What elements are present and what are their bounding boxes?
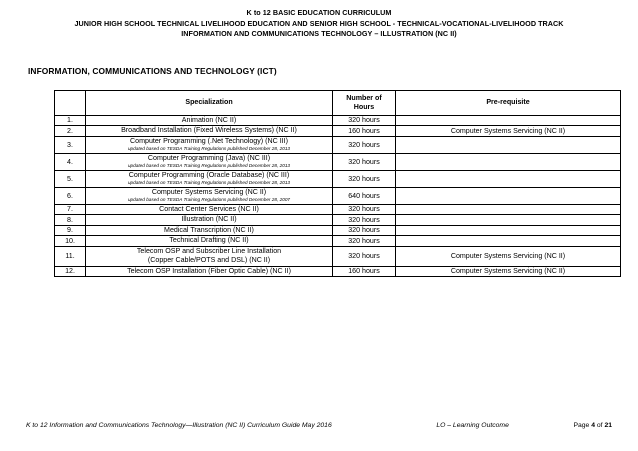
page-footer <box>26 422 612 429</box>
row-prerequisite: Computer Systems Servicing (NC II) <box>396 126 621 137</box>
row-number: 11. <box>55 246 86 266</box>
footer-page-total: 21 <box>604 422 612 429</box>
row-specialization-note: updated based on TESDA Training Regulations published December 28, 2013 <box>127 180 291 185</box>
row-hours: 160 hours <box>333 266 396 277</box>
row-specialization <box>86 204 333 215</box>
row-prerequisite <box>396 136 621 153</box>
row-number: 7. <box>55 204 86 215</box>
column-header-specialization: Specialization <box>86 90 333 115</box>
row-number: 8. <box>55 215 86 226</box>
row-number: 10. <box>55 236 86 247</box>
row-hours: 320 hours <box>333 215 396 226</box>
column-header-hours-line1: Number of <box>346 93 382 102</box>
row-prerequisite <box>396 225 621 236</box>
row-specialization-text-2: (Copper Cable/POTS and DSL) (NC II) <box>147 256 271 264</box>
row-specialization-text: Medical Transcription (NC II) <box>164 225 254 234</box>
row-prerequisite <box>396 170 621 187</box>
row-specialization-text: Technical Drafting (NC II) <box>169 236 249 244</box>
specialization-table <box>54 90 621 278</box>
row-specialization <box>86 215 333 226</box>
section-title: INFORMATION, COMMUNICATIONS AND TECHNOLOGY (ICT) <box>28 65 277 76</box>
row-specialization-text: Contact Center Services (NC II) <box>159 204 259 213</box>
row-hours: 320 hours <box>333 153 396 170</box>
row-hours: 320 hours <box>333 225 396 236</box>
row-prerequisite: Computer Systems Servicing (NC II) <box>396 246 621 266</box>
row-number: 4. <box>55 153 86 170</box>
row-specialization-text: Telecom OSP and Subscriber Line Installation <box>136 246 282 255</box>
column-header-prerequisite: Pre-requisite <box>396 90 621 115</box>
table-header-row <box>55 90 621 115</box>
table-row <box>55 170 621 187</box>
header-line-3: INFORMATION AND COMMUNICATIONS TECHNOLOGY – ILLUSTRATION (NC II) <box>181 29 457 38</box>
row-specialization-note: updated based on TESDA Training Regulations published December 28, 2013 <box>127 163 291 168</box>
row-number: 2. <box>55 126 86 137</box>
table-row <box>55 266 621 277</box>
column-header-hours-line2: Hours <box>353 102 375 111</box>
footer-page-current: 4 <box>591 422 595 429</box>
header-line-2: JUNIOR HIGH SCHOOL TECHNICAL LIVELIHOOD EDUCATION AND SENIOR HIGH SCHOOL - TECHNICAL-VOCATIONAL-LIVELIHOOD TRACK <box>74 18 564 28</box>
row-specialization-text: Computer Programming (Java) (NC III) <box>147 153 271 162</box>
row-specialization <box>86 115 333 126</box>
table-row <box>55 215 621 226</box>
row-specialization-text: Computer Systems Servicing (NC II) <box>151 187 267 196</box>
row-number: 12. <box>55 266 86 277</box>
row-hours: 320 hours <box>333 246 396 266</box>
row-specialization <box>86 236 333 247</box>
row-specialization-text: Illustration (NC II) <box>181 215 237 223</box>
header-line-1: K to 12 BASIC EDUCATION CURRICULUM <box>246 8 392 17</box>
row-number: 3. <box>55 136 86 153</box>
document-header <box>26 8 612 40</box>
row-hours: 320 hours <box>333 170 396 187</box>
row-specialization <box>86 266 333 277</box>
row-specialization-note: updated based on TESDA Training Regulations published December 28, 2013 <box>127 146 291 151</box>
row-hours: 320 hours <box>333 236 396 247</box>
table-row <box>55 187 621 204</box>
column-header-number <box>55 90 86 115</box>
table-row <box>55 225 621 236</box>
row-hours: 160 hours <box>333 126 396 137</box>
row-specialization-text: Animation (NC II) <box>181 115 237 124</box>
row-specialization-text: Computer Programming (.Net Technology) (NC III) <box>130 136 288 145</box>
row-prerequisite <box>396 204 621 215</box>
table-row <box>55 246 621 266</box>
table-row <box>55 204 621 215</box>
footer-page-prefix: Page <box>573 422 592 429</box>
row-hours: 640 hours <box>333 187 396 204</box>
table-body <box>55 115 621 277</box>
table-row <box>55 115 621 126</box>
column-header-hours <box>333 90 396 115</box>
row-prerequisite: Computer Systems Servicing (NC II) <box>396 266 621 277</box>
row-specialization <box>86 225 333 236</box>
row-number: 9. <box>55 225 86 236</box>
table-header <box>55 90 621 115</box>
row-specialization-text: Computer Programming (Oracle Database) (NC III) <box>128 170 290 179</box>
row-specialization-text: Broadband Installation (Fixed Wireless Systems) (NC II) <box>121 126 297 134</box>
row-hours: 320 hours <box>333 136 396 153</box>
row-prerequisite <box>396 215 621 226</box>
footer-left-text: K to 12 Information and Communications Technology—Illustration (NC II) Curriculum Guide May 2016 <box>26 422 332 429</box>
row-specialization <box>86 246 333 266</box>
table-row <box>55 236 621 247</box>
row-hours: 320 hours <box>333 115 396 126</box>
row-prerequisite <box>396 187 621 204</box>
row-specialization <box>86 126 333 137</box>
row-number: 5. <box>55 170 86 187</box>
footer-page-number <box>573 422 612 429</box>
row-prerequisite <box>396 115 621 126</box>
row-number: 6. <box>55 187 86 204</box>
row-number: 1. <box>55 115 86 126</box>
row-prerequisite <box>396 236 621 247</box>
table-row <box>55 126 621 137</box>
row-specialization <box>86 153 333 170</box>
row-specialization-note: updated based on TESDA Training Regulations published December 28, 2007 <box>127 197 291 202</box>
row-specialization <box>86 136 333 153</box>
table-row <box>55 136 621 153</box>
row-prerequisite <box>396 153 621 170</box>
table-row <box>55 153 621 170</box>
row-hours: 320 hours <box>333 204 396 215</box>
row-specialization <box>86 170 333 187</box>
footer-middle-text: LO – Learning Outcome <box>436 422 509 429</box>
footer-page-of: of <box>594 422 605 429</box>
row-specialization-text: Telecom OSP Installation (Fiber Optic Cable) (NC II) <box>127 266 291 275</box>
row-specialization <box>86 187 333 204</box>
